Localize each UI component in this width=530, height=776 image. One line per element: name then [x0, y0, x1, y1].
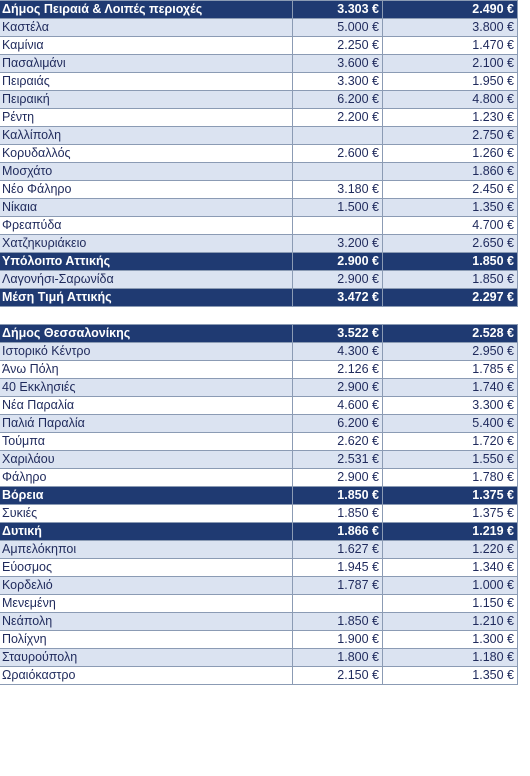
price-col2-cell: 1.219 €: [383, 523, 518, 541]
area-name-cell: Πασαλιμάνι: [0, 55, 293, 73]
price-col2-cell: 5.400 €: [383, 415, 518, 433]
area-name-cell: Φάληρο: [0, 469, 293, 487]
table-row: [0, 199, 518, 217]
area-name-cell: Μενεμένη: [0, 595, 293, 613]
table-row: [0, 19, 518, 37]
table-row: [0, 235, 518, 253]
price-col2-cell: 1.260 €: [383, 145, 518, 163]
price-col1-cell: 2.126 €: [293, 361, 383, 379]
price-col1-cell: 1.900 €: [293, 631, 383, 649]
price-col1-cell: 1.850 €: [293, 487, 383, 505]
price-col2-cell: 1.850 €: [383, 271, 518, 289]
price-col1-cell: 3.472 €: [293, 289, 383, 307]
table-row: [0, 91, 518, 109]
area-name-cell: Νέο Φάληρο: [0, 181, 293, 199]
price-col1-cell: 3.200 €: [293, 235, 383, 253]
area-name-cell: Φρεαπύδα: [0, 217, 293, 235]
price-col2-cell: 1.785 €: [383, 361, 518, 379]
price-col2-cell: 1.350 €: [383, 667, 518, 685]
price-col2-cell: 1.210 €: [383, 613, 518, 631]
price-col2-cell: 3.300 €: [383, 397, 518, 415]
price-col2-cell: 1.375 €: [383, 487, 518, 505]
price-col1-cell: 1.800 €: [293, 649, 383, 667]
area-name-cell: Δήμος Πειραιά & Λοιπές περιοχές: [0, 1, 293, 19]
price-col1-cell: 4.300 €: [293, 343, 383, 361]
price-col1-cell: 2.600 €: [293, 145, 383, 163]
area-name-cell: 40 Εκκλησιές: [0, 379, 293, 397]
table-row: [0, 109, 518, 127]
price-col1-cell: 2.200 €: [293, 109, 383, 127]
area-name-cell: Άνω Πόλη: [0, 361, 293, 379]
area-name-cell: Χατζηκυριάκειο: [0, 235, 293, 253]
table-row: [0, 145, 518, 163]
table-row: [0, 343, 518, 361]
table-row: [0, 379, 518, 397]
area-name-cell: Μέση Τιμή Αττικής: [0, 289, 293, 307]
table-row: [0, 667, 518, 685]
table-row: [0, 631, 518, 649]
price-col1-cell: 3.600 €: [293, 55, 383, 73]
price-col2-cell: 1.550 €: [383, 451, 518, 469]
price-col2-cell: 1.950 €: [383, 73, 518, 91]
price-col1-cell: 3.180 €: [293, 181, 383, 199]
price-col1-cell: 3.303 €: [293, 1, 383, 19]
price-col2-cell: 2.528 €: [383, 325, 518, 343]
price-col2-cell: 1.350 €: [383, 199, 518, 217]
area-name-cell: Τούμπα: [0, 433, 293, 451]
area-name-cell: Χαριλάου: [0, 451, 293, 469]
spacer-cell: [0, 307, 518, 325]
price-col1-cell: 2.900 €: [293, 271, 383, 289]
price-col1-cell: 1.787 €: [293, 577, 383, 595]
table-row: [0, 73, 518, 91]
price-col1-cell: 2.150 €: [293, 667, 383, 685]
price-col2-cell: 2.297 €: [383, 289, 518, 307]
table-row: [0, 613, 518, 631]
table-row: [0, 451, 518, 469]
area-header-row: [0, 253, 518, 271]
price-col2-cell: 1.230 €: [383, 109, 518, 127]
area-name-cell: Πειραιάς: [0, 73, 293, 91]
price-col1-cell: 2.531 €: [293, 451, 383, 469]
price-col1-cell: 3.522 €: [293, 325, 383, 343]
price-col1-cell: 4.600 €: [293, 397, 383, 415]
table-row: [0, 181, 518, 199]
area-name-cell: Κορυδαλλός: [0, 145, 293, 163]
area-name-cell: Σταυρούπολη: [0, 649, 293, 667]
area-name-cell: Δήμος Θεσσαλονίκης: [0, 325, 293, 343]
table-row: [0, 361, 518, 379]
area-name-cell: Εύοσμος: [0, 559, 293, 577]
table-row: [0, 433, 518, 451]
price-col1-cell: 1.866 €: [293, 523, 383, 541]
area-name-cell: Υπόλοιπο Αττικής: [0, 253, 293, 271]
price-col2-cell: 2.750 €: [383, 127, 518, 145]
price-table-body: [0, 1, 518, 685]
area-header-row: [0, 523, 518, 541]
price-col1-cell: 2.620 €: [293, 433, 383, 451]
area-name-cell: Ρέντη: [0, 109, 293, 127]
price-col2-cell: 1.150 €: [383, 595, 518, 613]
price-col1-cell: 1.850 €: [293, 505, 383, 523]
area-name-cell: Καλλίπολη: [0, 127, 293, 145]
section-spacer: [0, 307, 518, 325]
area-name-cell: Κορδελιό: [0, 577, 293, 595]
table-row: [0, 415, 518, 433]
price-col2-cell: 1.850 €: [383, 253, 518, 271]
table-row: [0, 577, 518, 595]
area-name-cell: Ωραιόκαστρο: [0, 667, 293, 685]
price-col2-cell: 2.450 €: [383, 181, 518, 199]
price-col2-cell: 2.100 €: [383, 55, 518, 73]
area-name-cell: Ιστορικό Κέντρο: [0, 343, 293, 361]
price-col1-cell: 2.900 €: [293, 379, 383, 397]
price-col2-cell: 1.740 €: [383, 379, 518, 397]
price-col2-cell: 1.375 €: [383, 505, 518, 523]
price-col2-cell: 1.220 €: [383, 541, 518, 559]
price-col2-cell: 2.490 €: [383, 1, 518, 19]
table-row: [0, 397, 518, 415]
area-name-cell: Λαγονήσι-Σαρωνίδα: [0, 271, 293, 289]
price-col1-cell: 5.000 €: [293, 19, 383, 37]
table-row: [0, 595, 518, 613]
price-col2-cell: 2.650 €: [383, 235, 518, 253]
table-row: [0, 127, 518, 145]
price-col2-cell: 1.780 €: [383, 469, 518, 487]
price-col1-cell: 3.300 €: [293, 73, 383, 91]
price-col1-cell: 6.200 €: [293, 91, 383, 109]
table-row: [0, 217, 518, 235]
price-col1-cell: 2.900 €: [293, 469, 383, 487]
area-name-cell: Βόρεια: [0, 487, 293, 505]
area-name-cell: Νίκαια: [0, 199, 293, 217]
price-col2-cell: 2.950 €: [383, 343, 518, 361]
table-row: [0, 649, 518, 667]
area-name-cell: Παλιά Παραλία: [0, 415, 293, 433]
area-name-cell: Καστέλα: [0, 19, 293, 37]
price-col2-cell: 4.700 €: [383, 217, 518, 235]
area-name-cell: Μοσχάτο: [0, 163, 293, 181]
price-col2-cell: 1.860 €: [383, 163, 518, 181]
price-col1-cell: [293, 127, 383, 145]
price-col2-cell: 4.800 €: [383, 91, 518, 109]
area-name-cell: Συκιές: [0, 505, 293, 523]
area-name-cell: Δυτική: [0, 523, 293, 541]
area-name-cell: Νεάπολη: [0, 613, 293, 631]
table-row: [0, 55, 518, 73]
area-name-cell: Αμπελόκηποι: [0, 541, 293, 559]
table-row: [0, 541, 518, 559]
table-row: [0, 559, 518, 577]
price-col2-cell: 1.340 €: [383, 559, 518, 577]
price-col1-cell: 2.250 €: [293, 37, 383, 55]
table-row: [0, 37, 518, 55]
table-row: [0, 271, 518, 289]
price-col1-cell: [293, 217, 383, 235]
table-row: [0, 505, 518, 523]
area-header-row: [0, 1, 518, 19]
area-header-row: [0, 487, 518, 505]
area-name-cell: Νέα Παραλία: [0, 397, 293, 415]
area-header-row: [0, 289, 518, 307]
price-col2-cell: 1.470 €: [383, 37, 518, 55]
table-row: [0, 163, 518, 181]
price-col1-cell: 1.850 €: [293, 613, 383, 631]
price-col2-cell: 1.180 €: [383, 649, 518, 667]
area-name-cell: Καμίνια: [0, 37, 293, 55]
price-col1-cell: 1.945 €: [293, 559, 383, 577]
area-header-row: [0, 325, 518, 343]
price-col2-cell: 1.000 €: [383, 577, 518, 595]
price-col2-cell: 1.720 €: [383, 433, 518, 451]
price-col1-cell: 1.627 €: [293, 541, 383, 559]
price-col1-cell: [293, 595, 383, 613]
price-col1-cell: [293, 163, 383, 181]
price-col1-cell: 6.200 €: [293, 415, 383, 433]
price-col1-cell: 2.900 €: [293, 253, 383, 271]
table-row: [0, 469, 518, 487]
price-col1-cell: 1.500 €: [293, 199, 383, 217]
price-col2-cell: 1.300 €: [383, 631, 518, 649]
price-col2-cell: 3.800 €: [383, 19, 518, 37]
area-name-cell: Πολίχνη: [0, 631, 293, 649]
area-name-cell: Πειραική: [0, 91, 293, 109]
